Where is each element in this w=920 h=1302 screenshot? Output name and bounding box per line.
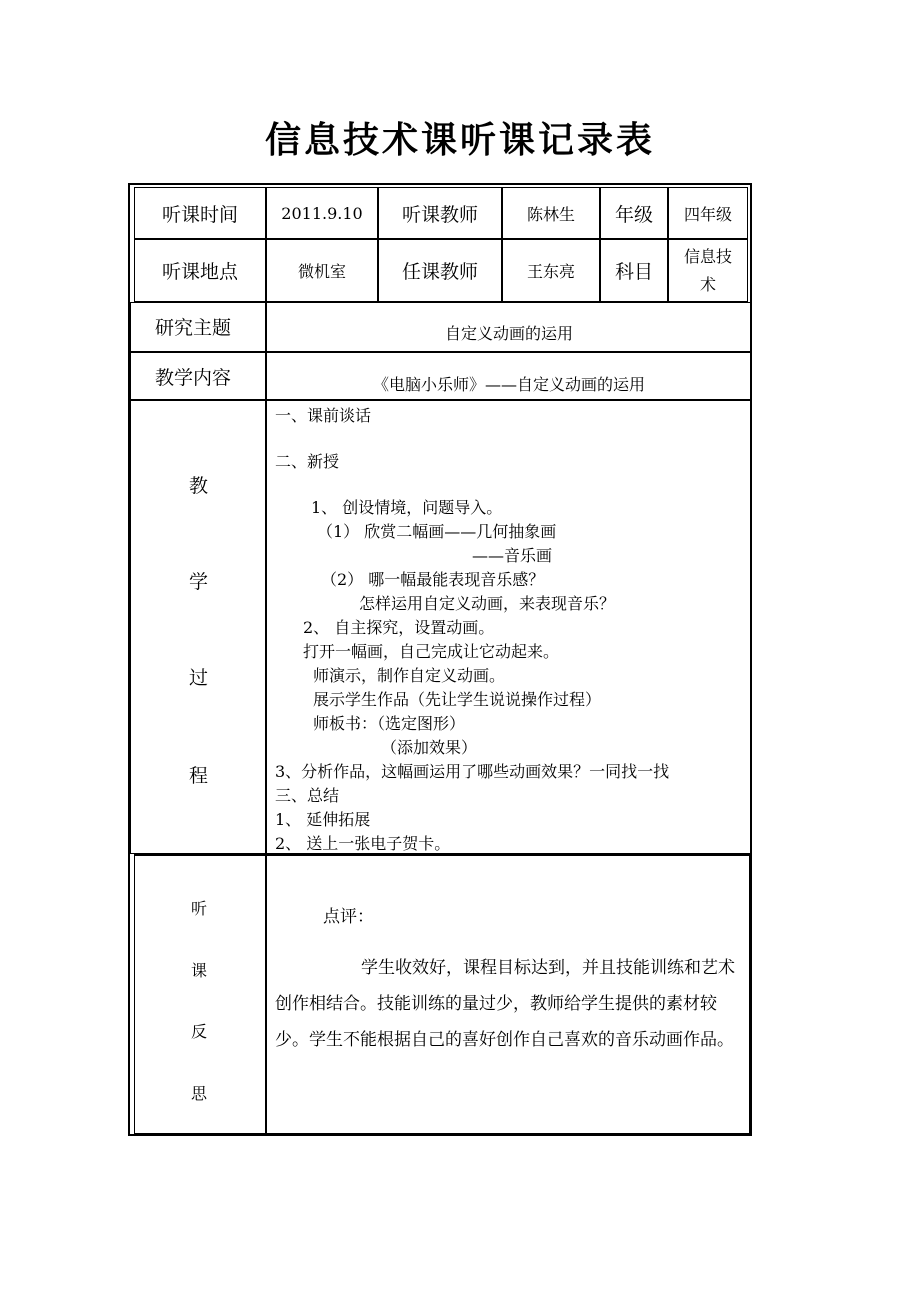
grade-value-cell bbox=[668, 187, 748, 239]
place-label: 听课地点 bbox=[161, 261, 238, 283]
reflection-label-char-2: 课 bbox=[191, 961, 208, 980]
observer-label: 听课教师 bbox=[401, 203, 478, 226]
process-line: 二、新授 bbox=[275, 452, 340, 471]
subject-value-line-2: 术 bbox=[699, 274, 716, 294]
process-label-cell bbox=[130, 400, 266, 854]
subject-label-cell bbox=[600, 239, 668, 302]
record-table bbox=[128, 183, 752, 1136]
process-line: 1、 延伸拓展 bbox=[275, 810, 371, 829]
grade-label: 年级 bbox=[614, 203, 653, 226]
observer-value: 陈林生 bbox=[526, 204, 575, 224]
content-value: 《电脑小乐师》——自定义动画的运用 bbox=[372, 374, 645, 394]
process-label-char-2: 学 bbox=[189, 571, 209, 593]
teacher-label: 任课教师 bbox=[401, 261, 478, 283]
teacher-value: 王东亮 bbox=[526, 262, 575, 281]
topic-value: 自定义动画的运用 bbox=[444, 323, 573, 343]
process-line: 师演示，制作自定义动画。 bbox=[313, 666, 506, 685]
content-value-cell bbox=[266, 352, 752, 400]
grade-value: 四年级 bbox=[683, 204, 732, 224]
page-title: 信息技术课听课记录表 bbox=[264, 119, 655, 161]
process-line: 三、总结 bbox=[275, 786, 340, 805]
reflection-text: 学生收效好，课程目标达到，并且技能训练和艺术创作相结合。技能训练的量过少，教师给学生提供的素材较少。学生不能根据自己的喜好创作自己喜欢的音乐动画作品。 bbox=[275, 958, 735, 1050]
process-label-char-1: 教 bbox=[189, 475, 209, 497]
process-line: （2） 哪一幅最能表现音乐感？ bbox=[321, 570, 545, 589]
time-value: 2011.9.10 bbox=[281, 203, 363, 223]
subject-value-cell bbox=[668, 239, 748, 302]
process-line: 打开一幅画，自己完成让它动起来。 bbox=[303, 642, 560, 661]
process-line: （1） 欣赏二幅画——几何抽象画 bbox=[317, 522, 557, 541]
process-line: 师板书：（选定图形） bbox=[313, 714, 466, 733]
grade-label-cell bbox=[600, 187, 668, 239]
process-line: 2、 送上一张电子贺卡。 bbox=[275, 834, 451, 853]
subject-label: 科目 bbox=[614, 261, 653, 283]
process-line: 3、分析作品，这幅画运用了哪些动画效果？一同找一找 bbox=[275, 762, 670, 781]
reflection-content-cell bbox=[266, 854, 750, 1134]
process-line: 1、 创设情境，问题导入。 bbox=[311, 498, 503, 517]
process-line: （添加效果） bbox=[381, 738, 478, 757]
reflection-label-char-3: 反 bbox=[191, 1022, 208, 1041]
topic-label-cell bbox=[130, 302, 266, 352]
content-label: 教学内容 bbox=[155, 367, 232, 389]
process-label-char-4: 程 bbox=[189, 765, 209, 787]
content-label-cell bbox=[130, 352, 266, 400]
reflection-label-cell bbox=[134, 854, 266, 1134]
process-content-cell bbox=[266, 400, 752, 854]
topic-label: 研究主题 bbox=[155, 317, 232, 339]
place-label-cell bbox=[134, 239, 266, 302]
process-line: ——音乐画 bbox=[472, 546, 553, 565]
time-label: 听课时间 bbox=[161, 203, 238, 226]
subject-value-line-1: 信息技 bbox=[683, 246, 732, 266]
place-value-cell bbox=[266, 239, 378, 302]
reflection-label-char-4: 思 bbox=[191, 1084, 208, 1103]
time-value-cell bbox=[266, 187, 378, 239]
observer-value-cell bbox=[502, 187, 600, 239]
process-line: 2、 自主探究，设置动画。 bbox=[303, 618, 495, 637]
place-value: 微机室 bbox=[297, 262, 346, 281]
reflection-label-char-1: 听 bbox=[191, 899, 208, 918]
topic-value-cell bbox=[266, 302, 752, 352]
process-label-char-3: 过 bbox=[189, 667, 209, 689]
process-line: 一、课前谈话 bbox=[275, 406, 372, 425]
teacher-label-cell bbox=[378, 239, 502, 302]
process-line: 展示学生作品（先让学生说说操作过程） bbox=[313, 690, 602, 709]
process-line: 怎样运用自定义动画，来表现音乐？ bbox=[359, 594, 616, 613]
time-label-cell bbox=[134, 187, 266, 239]
reflection-heading: 点评： bbox=[323, 907, 374, 927]
observer-label-cell bbox=[378, 187, 502, 239]
teacher-value-cell bbox=[502, 239, 600, 302]
